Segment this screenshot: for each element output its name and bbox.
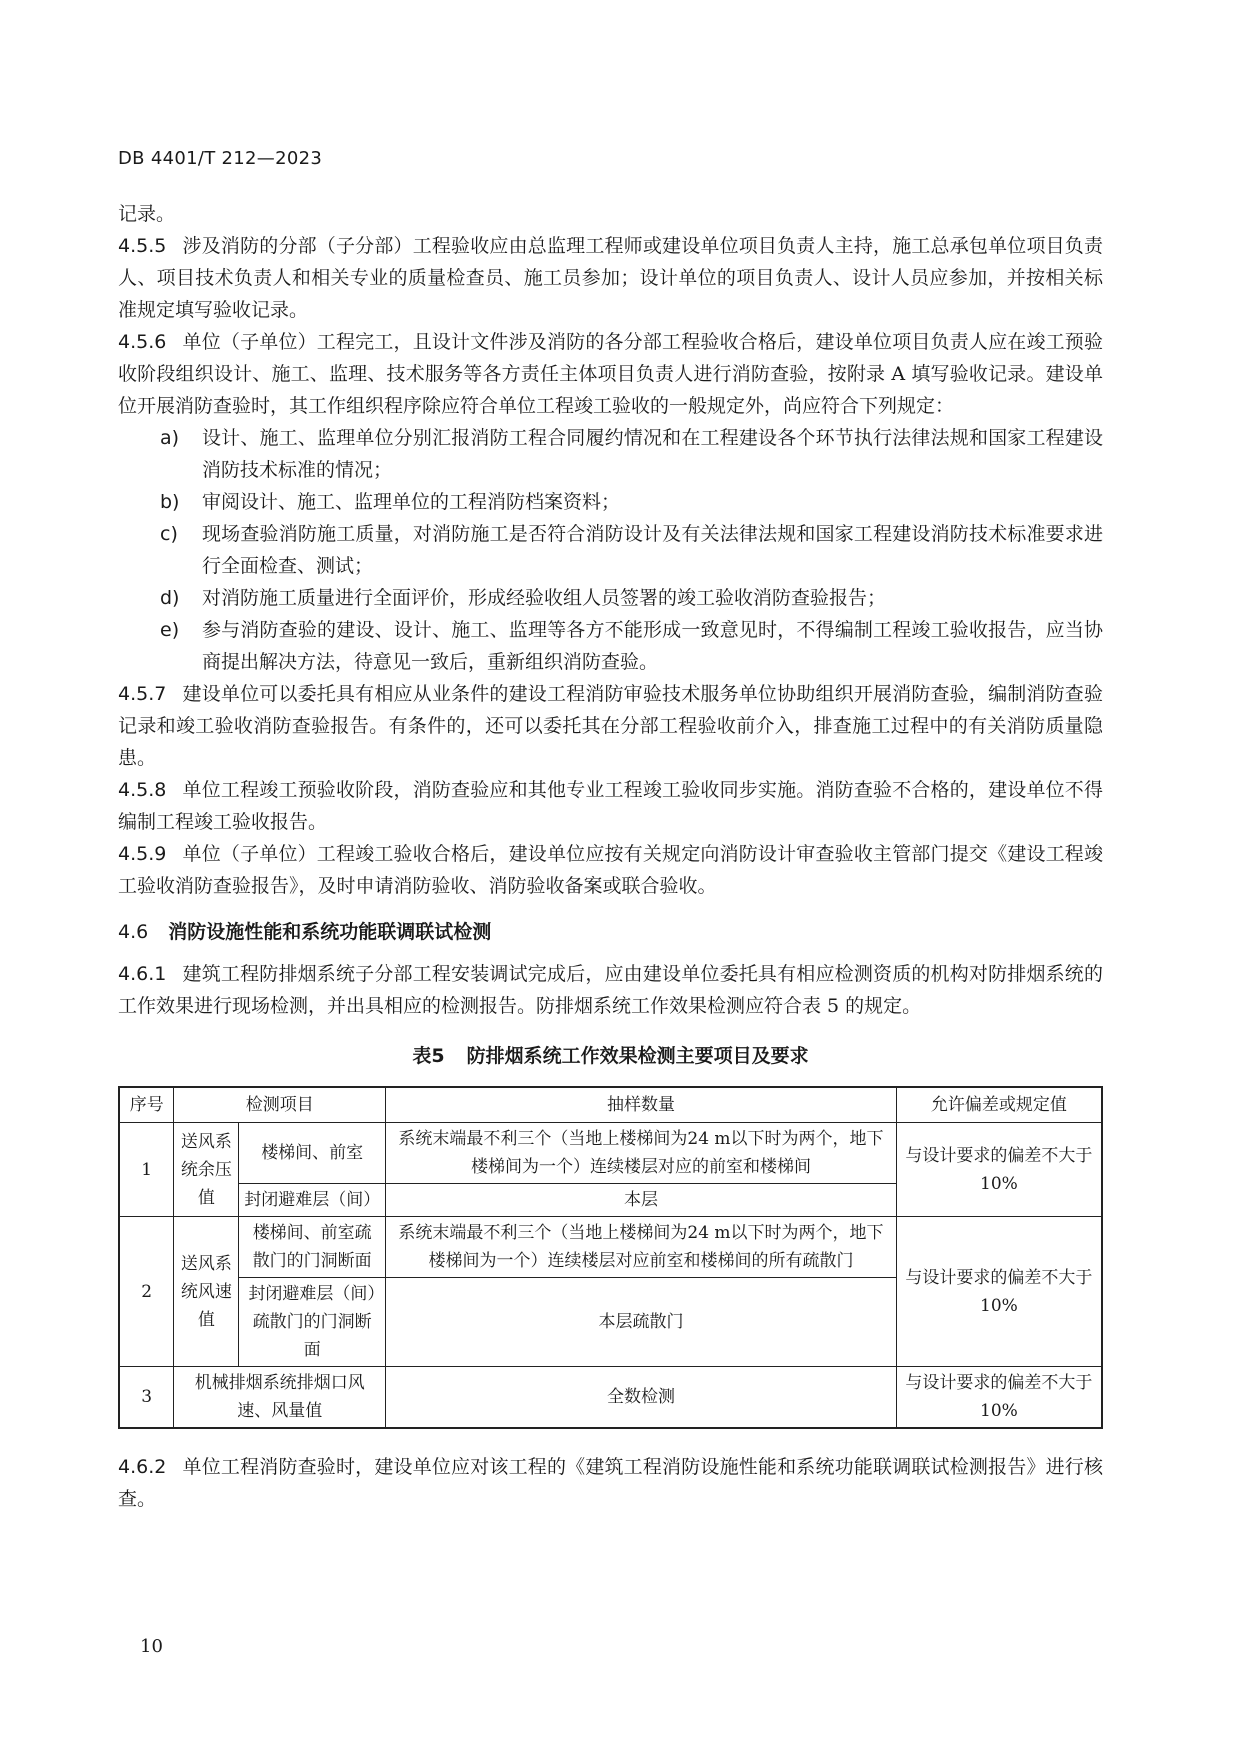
cell-sample: 本层 [386, 1184, 897, 1217]
clause-4-5-6-list [118, 422, 1103, 678]
table-title: 防排烟系统工作效果检测主要项目及要求 [466, 1045, 809, 1067]
table-number: 表5 [412, 1045, 445, 1067]
clause-text: 单位工程消防查验时，建设单位应对该工程的《建筑工程消防设施性能和系统功能联调联试检测报告》进行核查。 [118, 1456, 1103, 1510]
cell-sample: 全数检测 [386, 1367, 897, 1429]
clause-number: 4.5.7 [118, 683, 167, 705]
document-body [118, 198, 1103, 1515]
clause-4-5-5 [118, 230, 1103, 326]
clause-4-5-9 [118, 838, 1103, 902]
table-header-row [119, 1087, 1102, 1123]
clause-text: 单位（子单位）工程完工，且设计文件涉及消防的各分部工程验收合格后，建设单位项目负责人应在竣工预验收阶段组织设计、施工、监理、技术服务等各方责任主体项目负责人进行消防查验，按附录 A 填写验收记录。建设单位开展消防查验时，其工作组织程序除应符合单位工程竣工验收的一般规定外，尚应符合下列规定： [118, 331, 1103, 417]
cell-tolerance: 与设计要求的偏差不大于10% [896, 1217, 1102, 1367]
table-row [119, 1367, 1102, 1429]
list-item [118, 486, 1103, 518]
header-item: 检测项目 [174, 1087, 386, 1123]
paragraph-text: 记录。 [118, 203, 176, 225]
list-item [118, 518, 1103, 582]
header-seq: 序号 [119, 1087, 174, 1123]
table-caption [118, 1040, 1103, 1072]
cell-seq: 1 [119, 1123, 174, 1217]
list-text: 设计、施工、监理单位分别汇报消防工程合同履约情况和在工程建设各个环节执行法律法规和国家工程建设消防技术标准的情况； [202, 427, 1103, 481]
clause-number: 4.6.1 [118, 963, 167, 985]
table-row [119, 1123, 1102, 1184]
clause-number: 4.6.2 [118, 1456, 167, 1478]
list-text: 现场查验消防施工质量，对消防施工是否符合消防设计及有关法律法规和国家工程建设消防技术标准要求进行全面检查、测试； [202, 523, 1103, 577]
section-title: 消防设施性能和系统功能联调联试检测 [168, 921, 492, 943]
document-header [118, 148, 322, 169]
list-item [118, 422, 1103, 486]
list-item [118, 614, 1103, 678]
cell-group: 送风系统余压值 [174, 1123, 239, 1217]
list-text: 参与消防查验的建设、设计、施工、监理等各方不能形成一致意见时，不得编制工程竣工验收报告，应当协商提出解决方法，待意见一致后，重新组织消防查验。 [202, 619, 1103, 673]
clause-number: 4.5.6 [118, 331, 167, 353]
clause-4-6-1 [118, 958, 1103, 1022]
header-sample: 抽样数量 [386, 1087, 897, 1123]
cell-sample: 系统末端最不利三个（当地上楼梯间为24 m以下时为两个，地下楼梯间为一个）连续楼层对应的前室和楼梯间 [386, 1123, 897, 1184]
cell-seq: 2 [119, 1217, 174, 1367]
cell-item: 机械排烟系统排烟口风速、风量值 [174, 1367, 386, 1429]
paragraph-continuation [118, 198, 1103, 230]
list-label: a) [160, 427, 180, 449]
cell-subitem: 封闭避难层（间） [239, 1184, 386, 1217]
cell-tolerance: 与设计要求的偏差不大于10% [896, 1367, 1102, 1429]
cell-seq: 3 [119, 1367, 174, 1429]
cell-subitem: 封闭避难层（间）疏散门的门洞断面 [239, 1278, 386, 1367]
clause-number: 4.5.8 [118, 779, 167, 801]
clause-text: 单位工程竣工预验收阶段，消防查验应和其他专业工程竣工验收同步实施。消防查验不合格的，建设单位不得编制工程竣工验收报告。 [118, 779, 1103, 833]
section-number: 4.6 [118, 921, 149, 943]
table-5 [118, 1086, 1103, 1429]
clause-number: 4.5.9 [118, 843, 167, 865]
section-heading-4-6 [118, 916, 1103, 948]
clause-4-6-2 [118, 1451, 1103, 1515]
list-label: c) [160, 523, 178, 545]
list-text: 对消防施工质量进行全面评价，形成经验收组人员签署的竣工验收消防查验报告； [202, 587, 887, 609]
list-label: d) [160, 587, 180, 609]
cell-sample: 系统末端最不利三个（当地上楼梯间为24 m以下时为两个，地下楼梯间为一个）连续楼层对应前室和楼梯间的所有疏散门 [386, 1217, 897, 1278]
clause-text: 单位（子单位）工程竣工验收合格后，建设单位应按有关规定向消防设计审查验收主管部门提交《建设工程竣工验收消防查验报告》，及时申请消防验收、消防验收备案或联合验收。 [118, 843, 1103, 897]
page-number: 10 [140, 1636, 163, 1657]
list-text: 审阅设计、施工、监理单位的工程消防档案资料； [202, 491, 621, 513]
cell-subitem: 楼梯间、前室 [239, 1123, 386, 1184]
standard-number: DB 4401/T 212—2023 [118, 148, 323, 169]
cell-sample: 本层疏散门 [386, 1278, 897, 1367]
clause-text: 建筑工程防排烟系统子分部工程安装调试完成后，应由建设单位委托具有相应检测资质的机构对防排烟系统的工作效果进行现场检测，并出具相应的检测报告。防排烟系统工作效果检测应符合表 5 的规定。 [118, 963, 1103, 1017]
clause-text: 涉及消防的分部（子分部）工程验收应由总监理工程师或建设单位项目负责人主持，施工总承包单位项目负责人、项目技术负责人和相关专业的质量检查员、施工员参加；设计单位的项目负责人、设计人员应参加，并按相关标准规定填写验收记录。 [118, 235, 1103, 321]
clause-4-5-8 [118, 774, 1103, 838]
cell-group: 送风系统风速值 [174, 1217, 239, 1367]
list-label: e) [160, 619, 180, 641]
clause-4-5-7 [118, 678, 1103, 774]
header-tolerance: 允许偏差或规定值 [896, 1087, 1102, 1123]
list-label: b) [160, 491, 180, 513]
cell-subitem: 楼梯间、前室疏散门的门洞断面 [239, 1217, 386, 1278]
clause-text: 建设单位可以委托具有相应从业条件的建设工程消防审验技术服务单位协助组织开展消防查验，编制消防查验记录和竣工验收消防查验报告。有条件的，还可以委托其在分部工程验收前介入，排查施工过程中的有关消防质量隐患。 [118, 683, 1103, 769]
clause-4-5-6 [118, 326, 1103, 422]
cell-tolerance: 与设计要求的偏差不大于10% [896, 1123, 1102, 1217]
list-item [118, 582, 1103, 614]
table-row [119, 1217, 1102, 1278]
clause-number: 4.5.5 [118, 235, 167, 257]
